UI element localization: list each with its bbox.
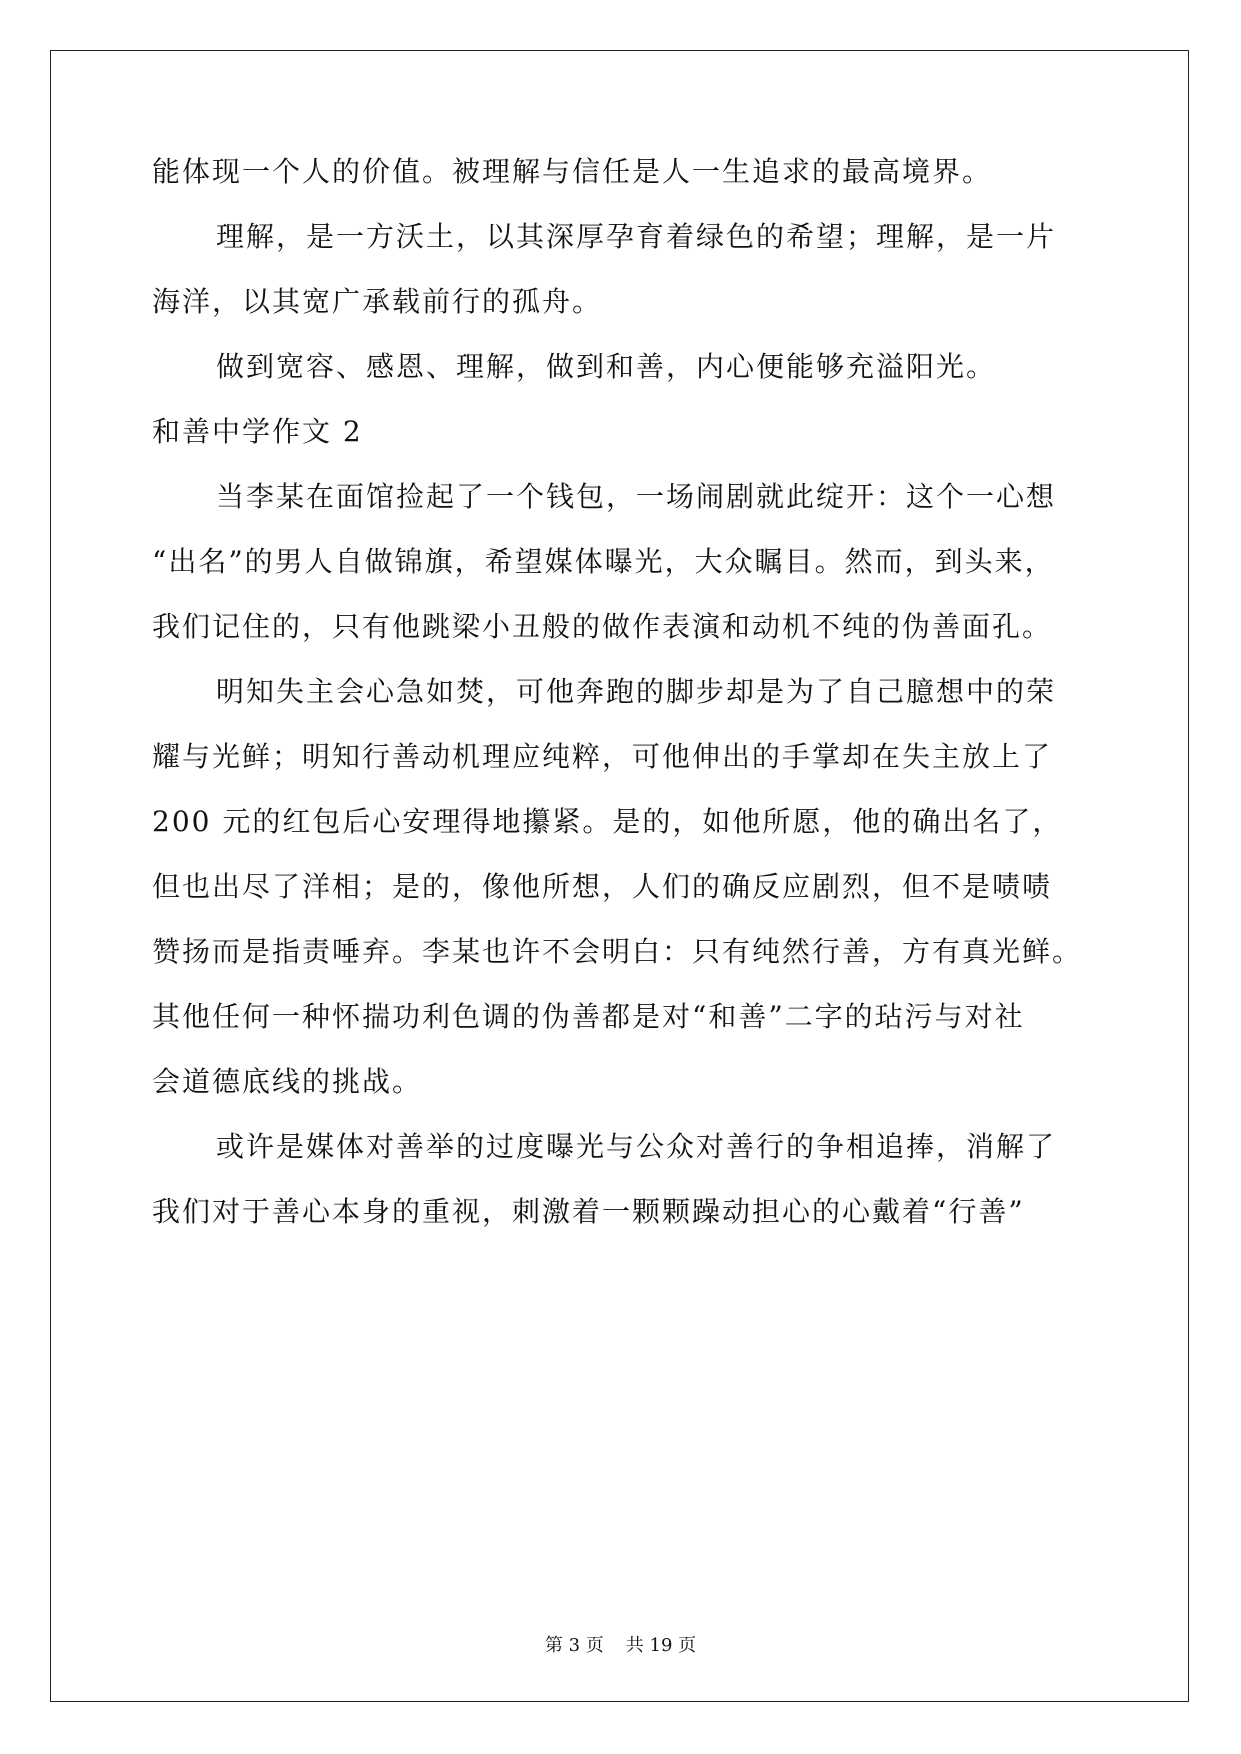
text-line: 做到宽容、感恩、理解，做到和善，内心便能够充溢阳光。: [216, 350, 997, 383]
text-line: 我们记住的，只有他跳梁小丑般的做作表演和动机不纯的伪善面孔。: [152, 610, 1053, 643]
text-line: 我们对于善心本身的重视，刺激着一颗颗躁动担心的心戴着“行善”: [152, 1195, 1025, 1228]
text-line: 其他任何一种怀揣功利色调的伪善都是对“和善”二字的玷污与对社: [152, 1000, 1025, 1033]
text-line: 但也出尽了洋相；是的，像他所想，人们的确反应剧烈，但不是啧啧: [152, 870, 1053, 903]
text-line: 或许是媒体对善举的过度曝光与公众对善行的争相追捧，消解了: [216, 1130, 1057, 1163]
text-line: 明知失主会心急如焚，可他奔跑的脚步却是为了自己臆想中的荣: [216, 675, 1057, 708]
text-line: 会道德底线的挑战。: [152, 1065, 423, 1098]
text-line: 海洋，以其宽广承载前行的孤舟。: [152, 285, 603, 318]
text-line: 200 元的红包后心安理得地攥紧。是的，如他所愿，他的确出名了，: [152, 805, 1063, 838]
page-footer: [0, 1635, 1241, 1657]
text-line: 当李某在面馆捡起了一个钱包，一场闹剧就此绽开：这个一心想: [216, 480, 1057, 513]
page-number: 第 3 页: [544, 1635, 604, 1656]
text-line: 能体现一个人的价值。被理解与信任是人一生追求的最高境界。: [152, 155, 993, 188]
text-line: 耀与光鲜；明知行善动机理应纯粹，可他伸出的手掌却在失主放上了: [152, 740, 1053, 773]
section-heading: 和善中学作文 2: [152, 415, 363, 448]
text-line: 赞扬而是指责唾弃。李某也许不会明白：只有纯然行善，方有真光鲜。: [152, 935, 1083, 968]
text-line: “出名”的男人自做锦旗，希望媒体曝光，大众瞩目。然而，到头来，: [152, 545, 1055, 578]
text-line: 理解，是一方沃土，以其深厚孕育着绿色的希望；理解，是一片: [216, 220, 1057, 253]
page-total: 共 19 页: [625, 1635, 697, 1656]
document-body: [152, 155, 1112, 1263]
